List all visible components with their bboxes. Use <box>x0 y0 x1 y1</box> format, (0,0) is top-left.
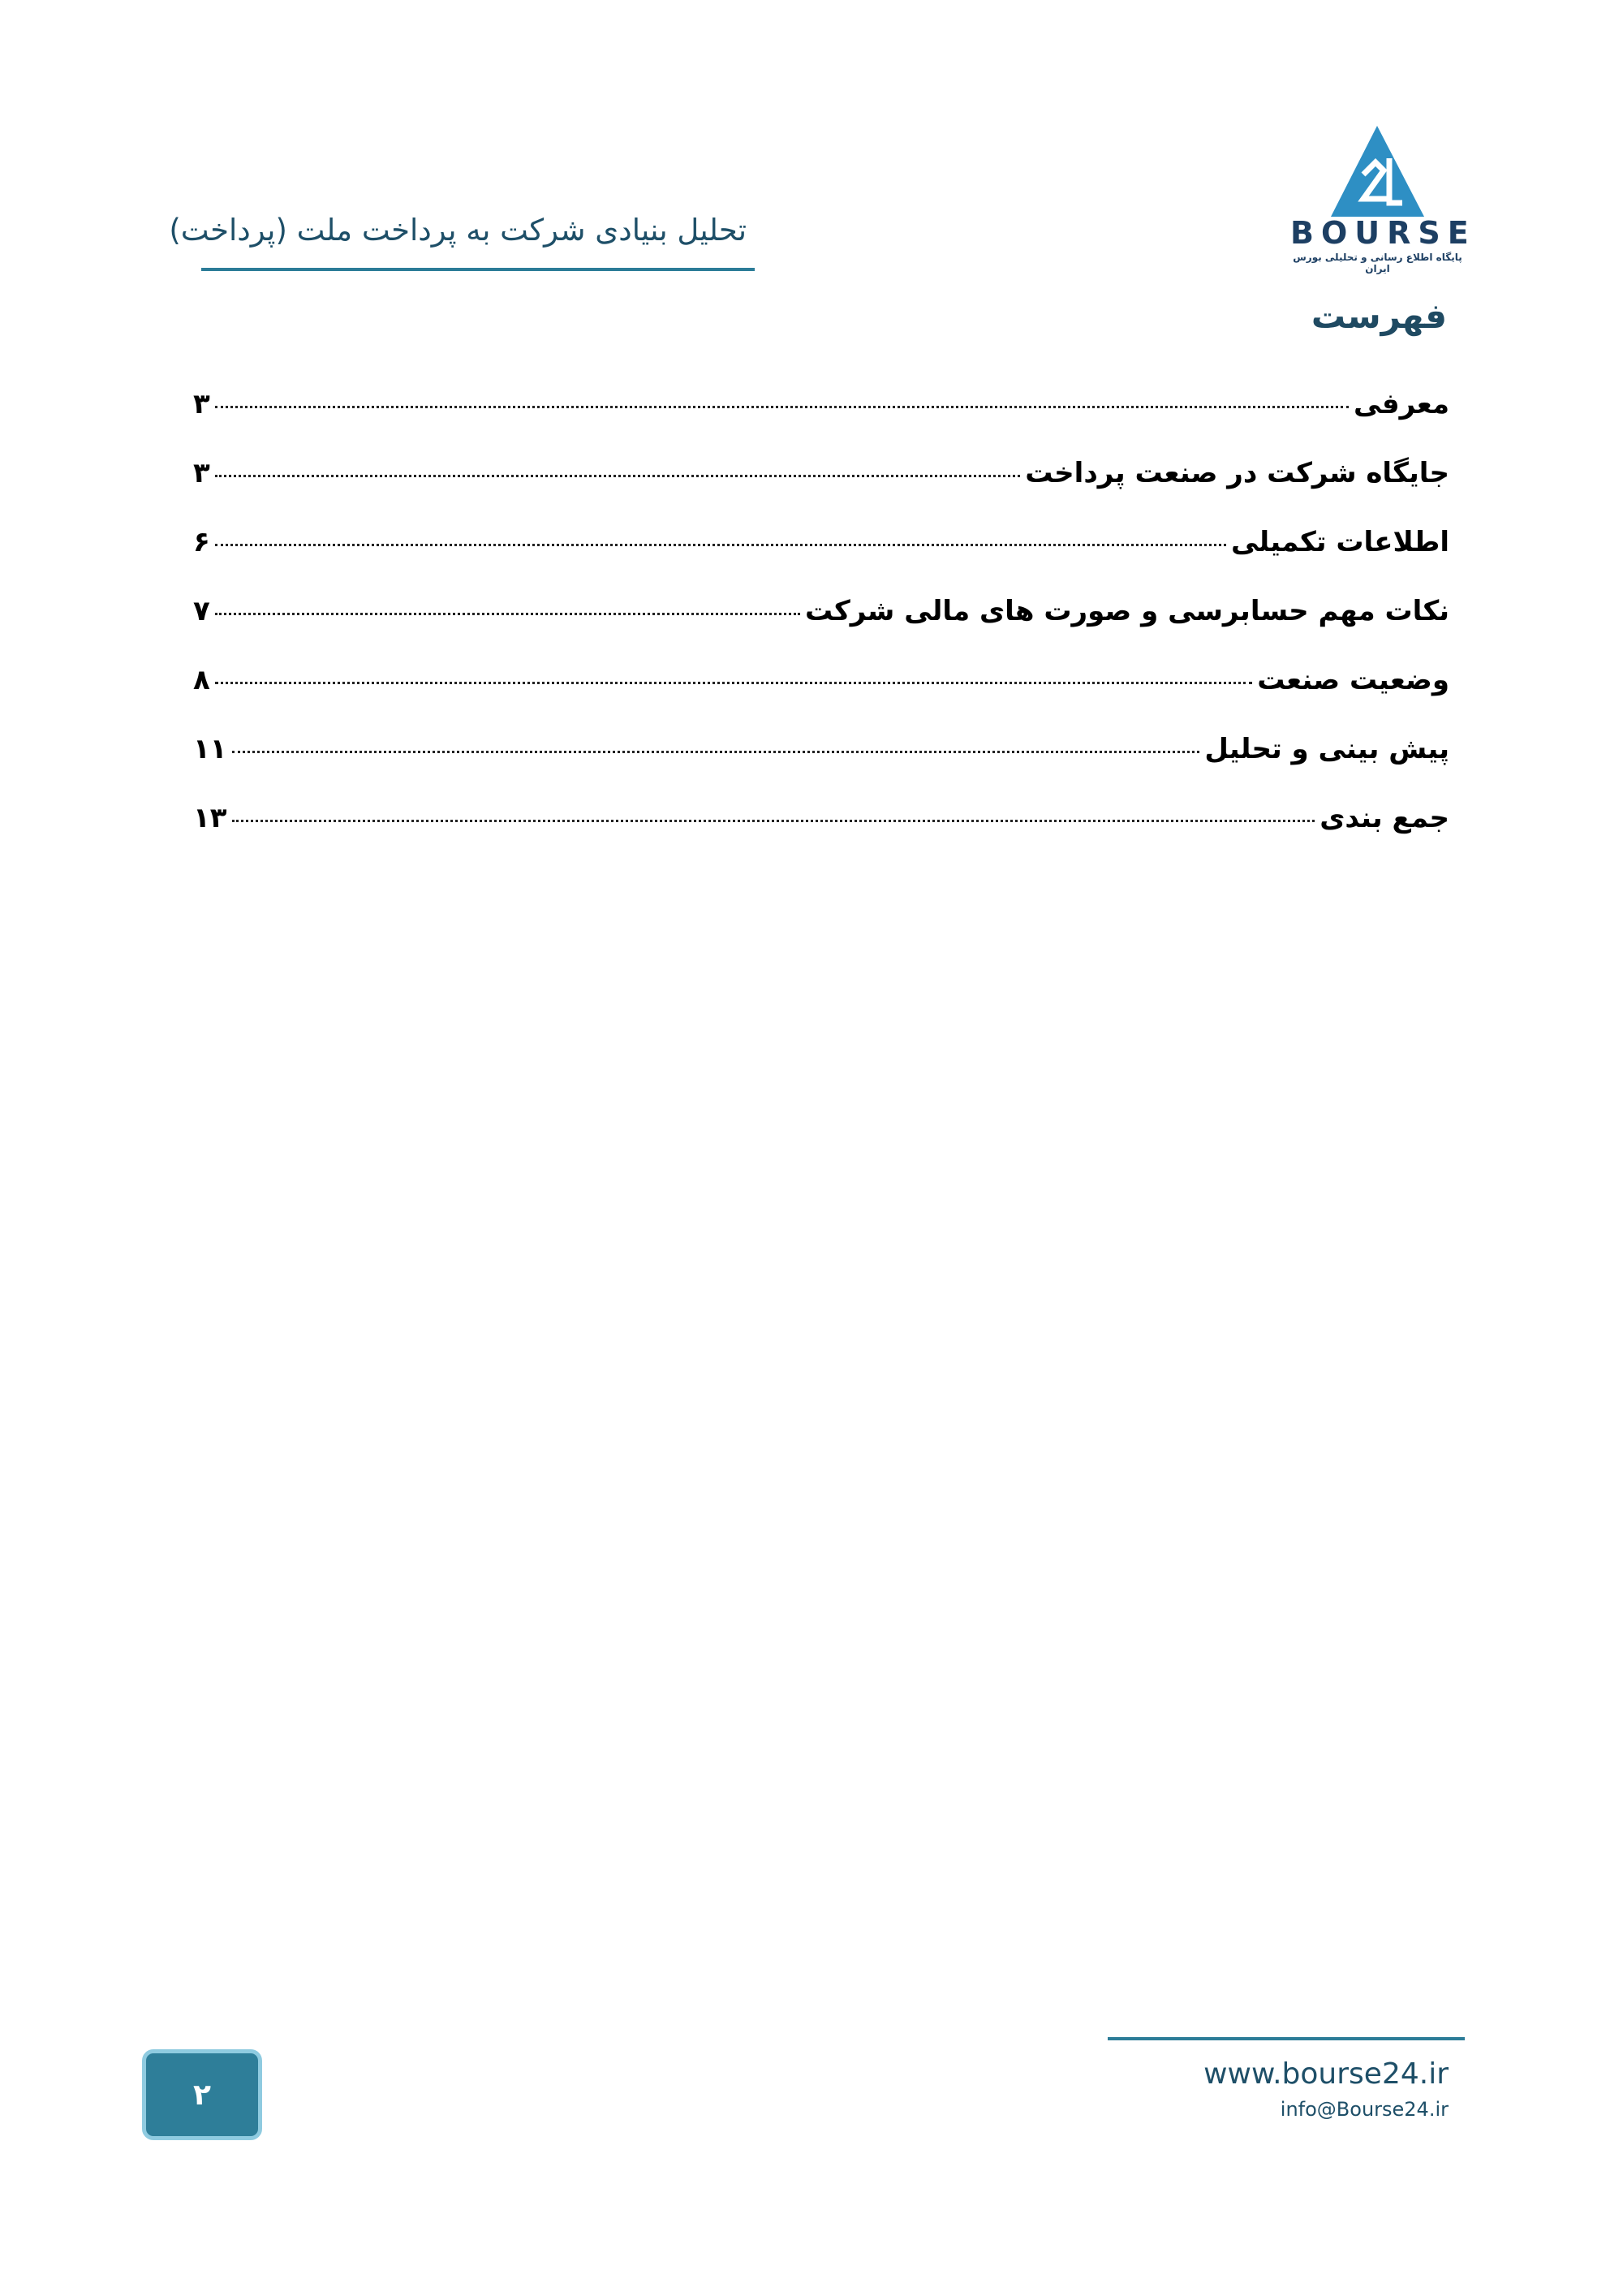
toc-entry-page: ۳ <box>193 457 210 489</box>
page-number-badge <box>142 2049 262 2140</box>
toc-entry-page: ۶ <box>193 526 210 558</box>
toc-entry-label: نکات مهم حسابرسی و صورت های مالی شرکت <box>805 595 1449 627</box>
toc-dot-leader <box>215 544 1226 546</box>
toc-entry-page: ۸ <box>193 664 210 696</box>
toc-entry-page: ۱۳ <box>193 802 227 834</box>
toc-entry-label: معرفی <box>1353 388 1449 420</box>
toc-entry-introduction[interactable] <box>193 388 1449 457</box>
toc-dot-leader <box>215 682 1252 684</box>
document-title: تحلیل بنیادی شرکت به پرداخت ملت (پرداخت) <box>169 213 747 248</box>
toc-entry-supplementary-info[interactable] <box>193 526 1449 595</box>
toc-entry-label: وضعیت صنعت <box>1257 664 1449 696</box>
toc-dot-leader <box>215 406 1349 408</box>
toc-entry-forecast-analysis[interactable] <box>193 733 1449 802</box>
toc-entry-page: ۳ <box>193 388 210 420</box>
toc-entry-label: جایگاه شرکت در صنعت پرداخت <box>1025 457 1449 489</box>
logo-triangle-icon <box>1331 126 1424 219</box>
toc-entry-audit-notes[interactable] <box>193 595 1449 664</box>
toc-dot-leader <box>215 475 1020 477</box>
toc-entry-page: ۱۱ <box>193 733 227 765</box>
toc-entry-industry-position[interactable] <box>193 457 1449 526</box>
toc-entry-conclusion[interactable] <box>193 802 1449 871</box>
toc-dot-leader <box>215 613 800 615</box>
toc-entry-label: پیش بینی و تحلیل <box>1204 733 1449 765</box>
toc-entry-industry-status[interactable] <box>193 664 1449 733</box>
toc-entry-label: جمع بندی <box>1319 802 1449 834</box>
toc-dot-leader <box>232 751 1200 753</box>
logo-wordmark: BOURSE <box>1290 215 1476 251</box>
table-of-contents <box>193 388 1449 871</box>
footer-website-link[interactable]: www.bourse24.ir <box>1203 2057 1449 2091</box>
logo <box>1290 126 1476 274</box>
toc-dot-leader <box>232 820 1315 822</box>
toc-entry-page: ۷ <box>193 595 210 627</box>
toc-heading: فهرست <box>1311 296 1447 336</box>
logo-subtitle: پایگاه اطلاع رسانی و تحلیلی بورس ایران <box>1293 252 1462 274</box>
footer-rule <box>1108 2037 1465 2040</box>
footer-email-link[interactable]: info@Bourse24.ir <box>1280 2098 1449 2121</box>
page-number: ۲ <box>193 2078 211 2112</box>
title-underline <box>201 268 755 271</box>
toc-entry-label: اطلاعات تکمیلی <box>1231 526 1449 558</box>
